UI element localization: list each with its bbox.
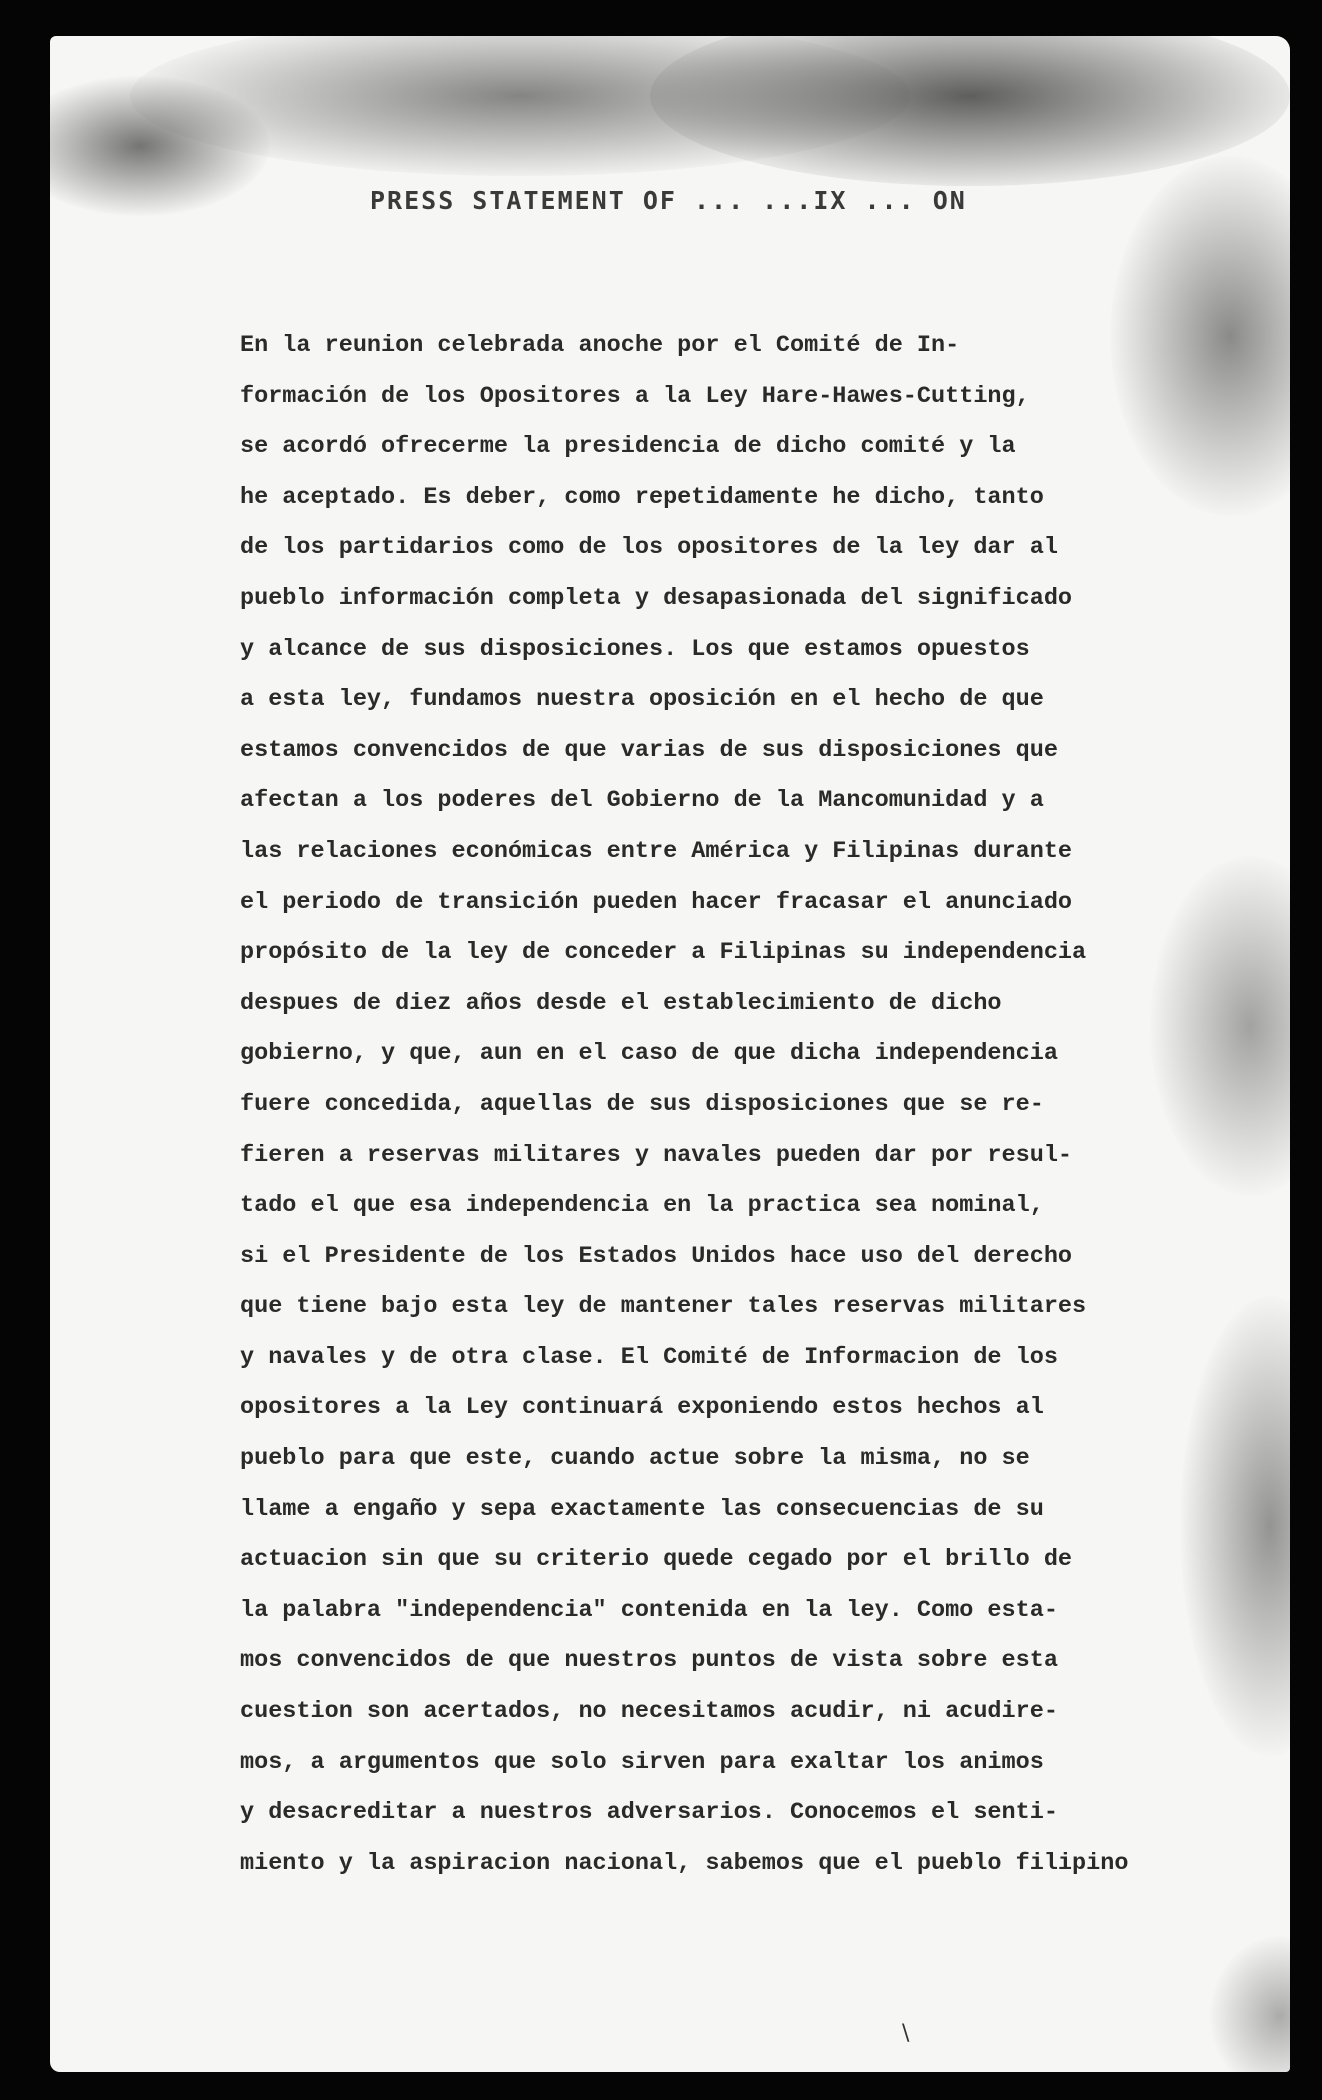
text-line: afectan a los poderes del Gobierno de la Mancomunidad y a (240, 787, 1044, 815)
text-line: he aceptado. Es deber, como repetidamente he dicho, tanto (240, 483, 1044, 511)
text-line: que tiene bajo esta ley de mantener tales reservas militares (240, 1293, 1087, 1321)
text-line: tado el que esa independencia en la practica sea nominal, (240, 1192, 1044, 1220)
text-line: propósito de la ley de conceder a Filipinas su independencia (240, 939, 1087, 967)
text-line: opositores a la Ley continuará exponiendo estos hechos al (240, 1394, 1044, 1422)
text-line: cuestion son acertados, no necesitamos acudir, ni acudire- (240, 1698, 1058, 1726)
stain (1210, 1936, 1290, 2072)
text-line: gobierno, y que, aun en el caso de que dicha independencia (240, 1040, 1058, 1068)
stain (130, 36, 910, 176)
text-line: se acordó ofrecerme la presidencia de dicho comité y la (240, 433, 1016, 461)
text-line: mos, a argumentos que solo sirven para exaltar los animos (240, 1748, 1044, 1776)
text-line: y navales y de otra clase. El Comité de Informacion de los (240, 1343, 1058, 1371)
text-line: las relaciones económicas entre América y Filipinas durante (240, 837, 1073, 865)
text-line: el periodo de transición pueden hacer fracasar el anunciado (240, 888, 1073, 916)
text-line: la palabra "independencia" contenida en la ley. Como esta- (240, 1596, 1058, 1624)
document-title: PRESS STATEMENT OF ... ...IX ... ON (370, 186, 967, 215)
text-line: si el Presidente de los Estados Unidos hace uso del derecho (240, 1242, 1073, 1270)
text-line: estamos convencidos de que varias de sus disposiciones que (240, 736, 1058, 764)
text-line: a esta ley, fundamos nuestra oposición en el hecho de que (240, 686, 1044, 714)
text-line: despues de diez años desde el establecimiento de dicho (240, 989, 1002, 1017)
text-line: formación de los Opositores a la Ley Hare-Hawes-Cutting, (240, 382, 1030, 410)
text-line: de los partidarios como de los opositores de la ley dar al (240, 534, 1058, 562)
document-page (50, 36, 1290, 2072)
bottom-mark: \ (902, 2021, 910, 2046)
document-body (240, 321, 1220, 1889)
text-line: fieren a reservas militares y navales pueden dar por resul- (240, 1141, 1073, 1169)
text-line: pueblo para que este, cuando actue sobre la misma, no se (240, 1445, 1030, 1473)
stain (650, 36, 1290, 186)
text-line: y desacreditar a nuestros adversarios. Conocemos el senti- (240, 1799, 1058, 1827)
stain (50, 76, 270, 216)
text-line: En la reunion celebrada anoche por el Comité de In- (240, 332, 960, 359)
text-line: fuere concedida, aquellas de sus disposiciones que se re- (240, 1090, 1044, 1118)
text-line: mos convencidos de que nuestros puntos de vista sobre esta (240, 1647, 1058, 1675)
text-line: y alcance de sus disposiciones. Los que estamos opuestos (240, 635, 1030, 663)
text-line: miento y la aspiracion nacional, sabemos que el pueblo filipino (240, 1849, 1129, 1877)
text-line: llame a engaño y sepa exactamente las consecuencias de su (240, 1495, 1044, 1523)
text-line: actuacion sin que su criterio quede cegado por el brillo de (240, 1546, 1073, 1574)
text-line: pueblo información completa y desapasionada del significado (240, 584, 1073, 612)
